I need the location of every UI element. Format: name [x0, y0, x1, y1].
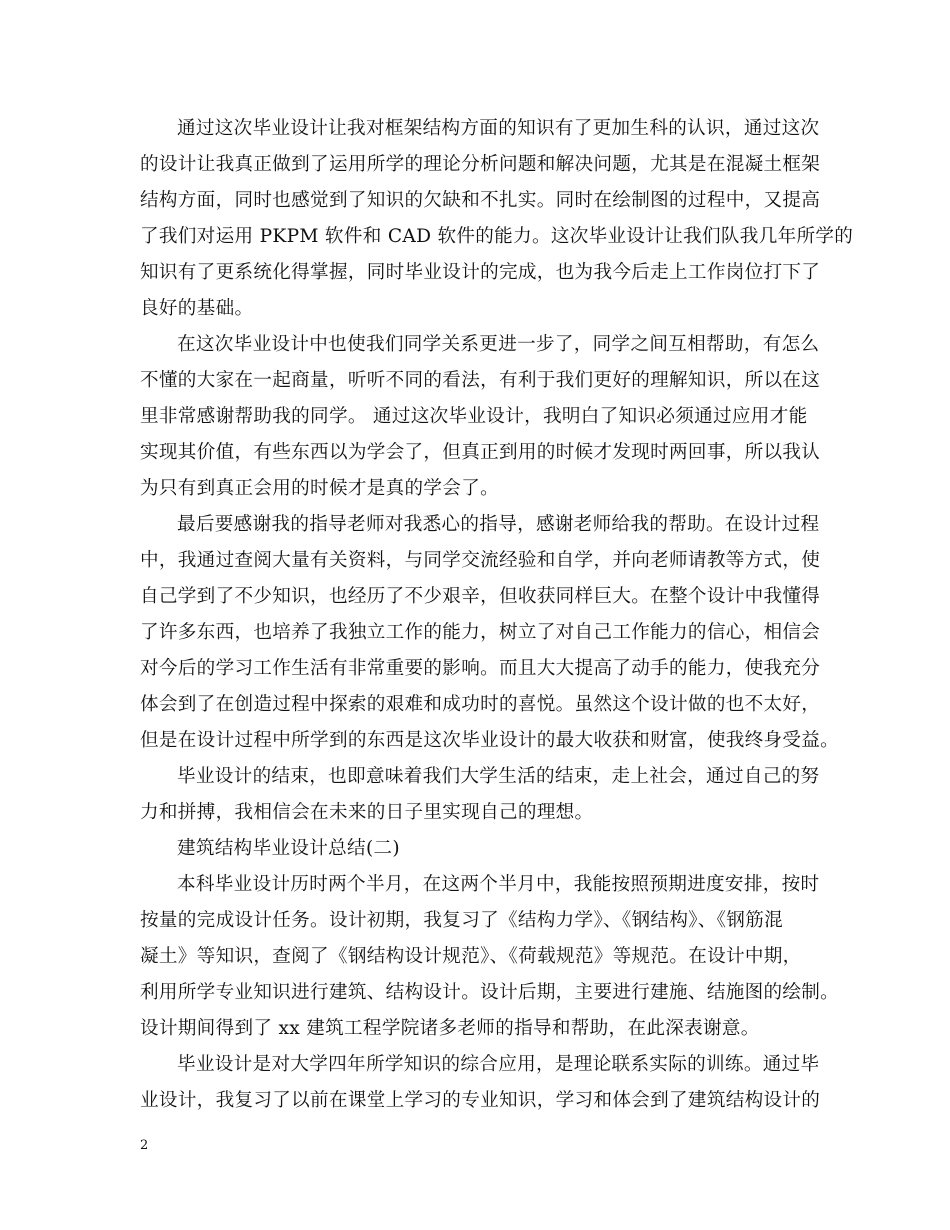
- text-line: 为只有到真正会用的时候才是真的学会了。: [140, 478, 499, 499]
- text-line: 里非常感谢帮助我的同学。 通过这次毕业设计，我明白了知识必须通过应用才能: [140, 406, 808, 427]
- text-line: 本科毕业设计历时两个半月，在这两个半月中，我能按照预期进度安排，按时: [177, 874, 820, 895]
- text-line: 利用所学专业知识进行建筑、结构设计。设计后期，主要进行建施、结施图的绘制。: [140, 982, 840, 1003]
- text-line: 体会到了在创造过程中探索的艰难和成功时的喜悦。虽然这个设计做的也不太好，: [140, 694, 821, 715]
- section-heading: 建筑结构毕业设计总结(二): [177, 838, 400, 859]
- page-number: 2: [140, 1138, 149, 1153]
- text-line: 的设计让我真正做到了运用所学的理论分析问题和解决问题，尤其是在混凝土框架: [140, 154, 821, 175]
- text-line: 自己学到了不少知识，也经历了不少艰辛，但收获同样巨大。在整个设计中我懂得: [140, 586, 821, 607]
- text-line: 业设计，我复习了以前在课堂上学习的专业知识，学习和体会到了建筑结构设计的: [140, 1090, 821, 1111]
- text-line: 结构方面，同时也感觉到了知识的欠缺和不扎实。同时在绘制图的过程中，又提高: [140, 190, 821, 211]
- text-line: 力和拼搏，我相信会在未来的日子里实现自己的理想。: [140, 802, 594, 823]
- text-line: 凝土》等知识，查阅了《钢结构设计规范》、《荷载规范》等规范。在设计中期，: [140, 946, 802, 967]
- text-line: 良好的基础。: [140, 298, 254, 319]
- text-line: 通过这次毕业设计让我对框架结构方面的知识有了更加生科的认识，通过这次: [177, 118, 820, 139]
- text-line: 知识有了更系统化得掌握，同时毕业设计的完成，也为我今后走上工作岗位打下了: [140, 262, 821, 283]
- text-line: 对今后的学习工作生活有非常重要的影响。而且大大提高了动手的能力，使我充分: [140, 658, 821, 679]
- text-line: 最后要感谢我的指导老师对我悉心的指导，感谢老师给我的帮助。在设计过程: [177, 514, 820, 535]
- text-line: 了许多东西，也培养了我独立工作的能力，树立了对自己工作能力的信心，相信会: [140, 622, 821, 643]
- text-line: 但是在设计过程中所学到的东西是这次毕业设计的最大收获和财富，使我终身受益。: [140, 730, 840, 751]
- text-line: 不懂的大家在一起商量，听听不同的看法，有利于我们更好的理解知识，所以在这: [140, 370, 821, 391]
- text-line: 毕业设计是对大学四年所学知识的综合应用，是理论联系实际的训练。通过毕: [177, 1054, 820, 1075]
- text-line: 了我们对运用 PKPM 软件和 CAD 软件的能力。这次毕业设计让我们队我几年所学的: [140, 226, 854, 247]
- text-line: 在这次毕业设计中也使我们同学关系更进一步了，同学之间互相帮助，有怎么: [177, 334, 820, 355]
- text-line: 实现其价值，有些东西以为学会了，但真正到用的时候才发现时两回事，所以我认: [140, 442, 821, 463]
- text-line: 毕业设计的结束，也即意味着我们大学生活的结束，走上社会，通过自己的努: [177, 766, 820, 787]
- text-line: 按量的完成设计任务。设计初期，我复习了《结构力学》、《钢结构》、《钢筋混: [140, 910, 783, 931]
- text-line: 中，我通过查阅大量有关资料，与同学交流经验和自学，并向老师请教等方式，使: [140, 550, 821, 571]
- text-line: 设计期间得到了 xx 建筑工程学院诸多老师的指导和帮助，在此深表谢意。: [140, 1018, 760, 1039]
